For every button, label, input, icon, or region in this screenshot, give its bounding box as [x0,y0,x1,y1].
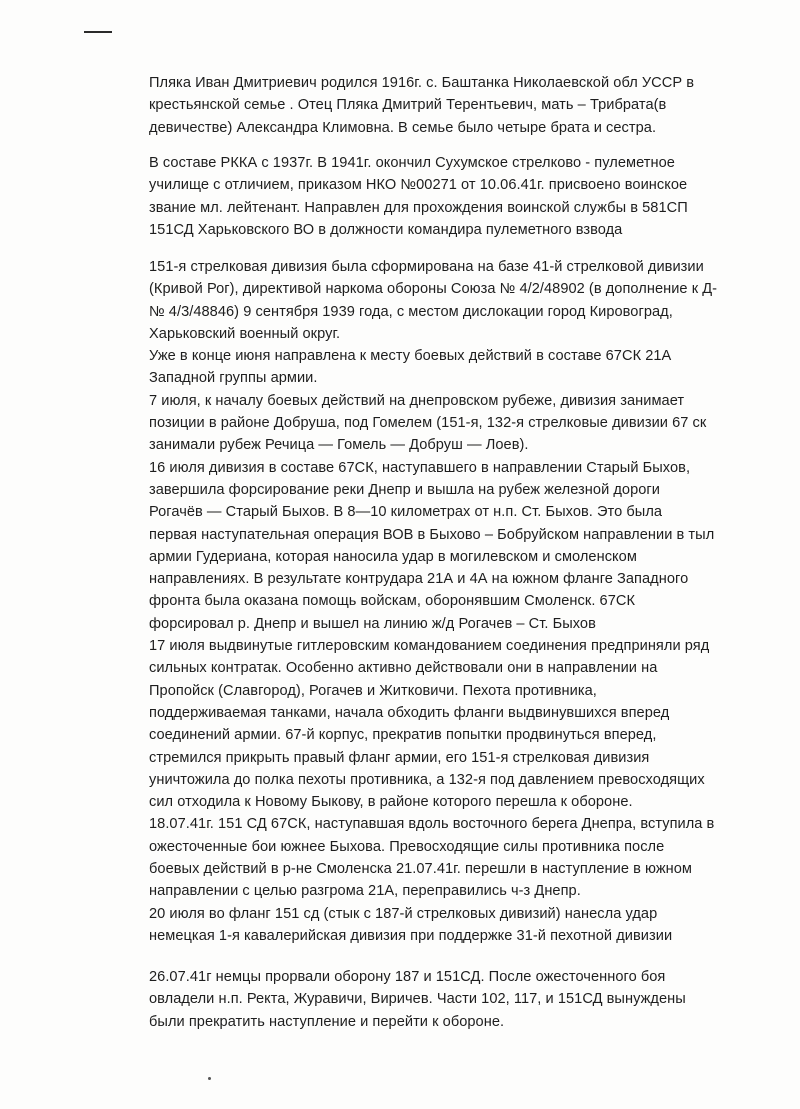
text-line: звание мл. лейтенант. Направлен для прохождения воинской службы в 581СП [149,199,688,216]
text-line: стремился прикрыть правый фланг армии, его 151-я стрелковая дивизия [149,749,650,766]
text-line: немецкая 1-я кавалерийская дивизия при поддержке 31-й пехотной дивизии [149,927,673,944]
text-line: уничтожила до полка пехоты противника, а 132-я под давлением превосходящих [149,771,705,788]
text-line: первая наступательная операция ВОВ в Быхово – Бобруйском направлении в тыл [149,526,715,543]
text-line: 18.07.41г. 151 СД 67СК, наступавшая вдоль восточного берега Днепра, вступила в [149,816,715,833]
text-line: занимали рубеж Речица — Гомель — Добруш — Лоев). [149,437,529,454]
text-line: В составе РККА с 1937г. В 1941г. окончил Сухумское стрелково - пулеметное [149,155,675,171]
text-line: 17 июля выдвинутые гитлеровским командованием соединения предприняли ряд [149,638,710,655]
text-line: Пропойск (Славгород), Рогачев и Житковичи. Пехота противника, [149,682,597,699]
paragraph-defense [149,966,771,1033]
text-line: были прекратить наступление и перейти к обороне. [149,1013,505,1030]
paragraph-division-history [149,256,771,947]
text-line: (Кривой Рог), директивой наркома обороны Союза № 4/2/48902 (в дополнение к Д- [149,281,718,298]
text-line: училище с отличием, приказом НКО №00271 от 10.06.41г. присвоено воинское [149,177,688,194]
text-line: 26.07.41г немцы прорвали оборону 187 и 151СД. После ожесточенного боя [149,969,666,985]
text-line: Рогачёв — Старый Быхов. В 8—10 километрах от н.п. Ст. Быхов. Это была [149,504,663,521]
text-line: Харьковский военный округ. [149,325,341,342]
text-line: форсировал р. Днепр и вышел на линию ж/д Рогачев – Ст. Быхов [149,615,596,632]
text-line: № 4/3/48846) 9 сентября 1939 года, с местом дислокации город Кировоград, [149,303,673,320]
text-line: завершила форсирование реки Днепр и вышла на рубеж железной дороги [149,481,661,498]
text-line: боевых действий в р-не Смоленска 21.07.41г. перешли в наступление в южном [149,861,692,878]
text-line: 151СД Харьковского ВО в должности командира пулеметного взвода [149,221,623,238]
text-line: ожесточенные бои южнее Быхова. Превосходящие силы противника после [149,838,665,855]
text-line: армии Гудериана, которая наносила удар в могилевском и смоленском [149,548,637,565]
text-line: девичестве) Александра Климовна. В семье было четыре брата и сестра. [149,119,657,136]
text-line: крестьянской семье . Отец Пляка Дмитрий Терентьевич, мать – Трибрата(в [149,97,667,114]
text-line: поддерживаемая танками, начала обходить фланги выдвинувшихся вперед [149,704,670,721]
text-line: Пляка Иван Дмитриевич родился 1916г. с. Баштанка Николаевской обл УССР в [149,75,695,91]
scan-speck [208,1077,211,1080]
text-line: овладели н.п. Ректа, Журавичи, Виричев. Части 102, 117, и 151СД вынуждены [149,991,686,1008]
text-line: соединений армии. 67-й корпус, прекратив попытки продвинуться вперед, [149,727,657,744]
corner-mark [84,31,112,33]
text-line: фронта была оказана помощь войскам, оборонявшим Смоленск. 67СК [149,593,635,610]
text-line: позиции в районе Добруша, под Гомелем (151-я, 132-я стрелковые дивизии 67 ск [149,415,707,432]
paragraph-biography [149,72,771,139]
text-line: 151-я стрелковая дивизия была сформирована на базе 41-й стрелковой дивизии [149,259,704,275]
text-line: 20 июля во фланг 151 сд (стык с 187-й стрелковых дивизий) нанесла удар [149,905,658,922]
text-line: сильных контратак. Особенно активно действовали они в направлении на [149,660,658,677]
text-line: Уже в конце июня направлена к месту боевых действий в составе 67СК 21А [149,348,672,365]
text-line: направлении с целью разгрома 21А, переправились ч-з Днепр. [149,883,581,900]
text-line: направлениях. В результате контрудара 21А и 4А на южном фланге Западного [149,571,689,588]
text-line: сил отходила к Новому Быкову, в районе которого перешла к обороне. [149,794,633,811]
text-line: 16 июля дивизия в составе 67СК, наступавшего в направлении Старый Быхов, [149,459,691,476]
text-line: 7 июля, к началу боевых действий на днепровском рубеже, дивизия занимает [149,392,685,409]
paragraph-service [149,152,771,241]
text-line: Западной группы армии. [149,370,318,387]
